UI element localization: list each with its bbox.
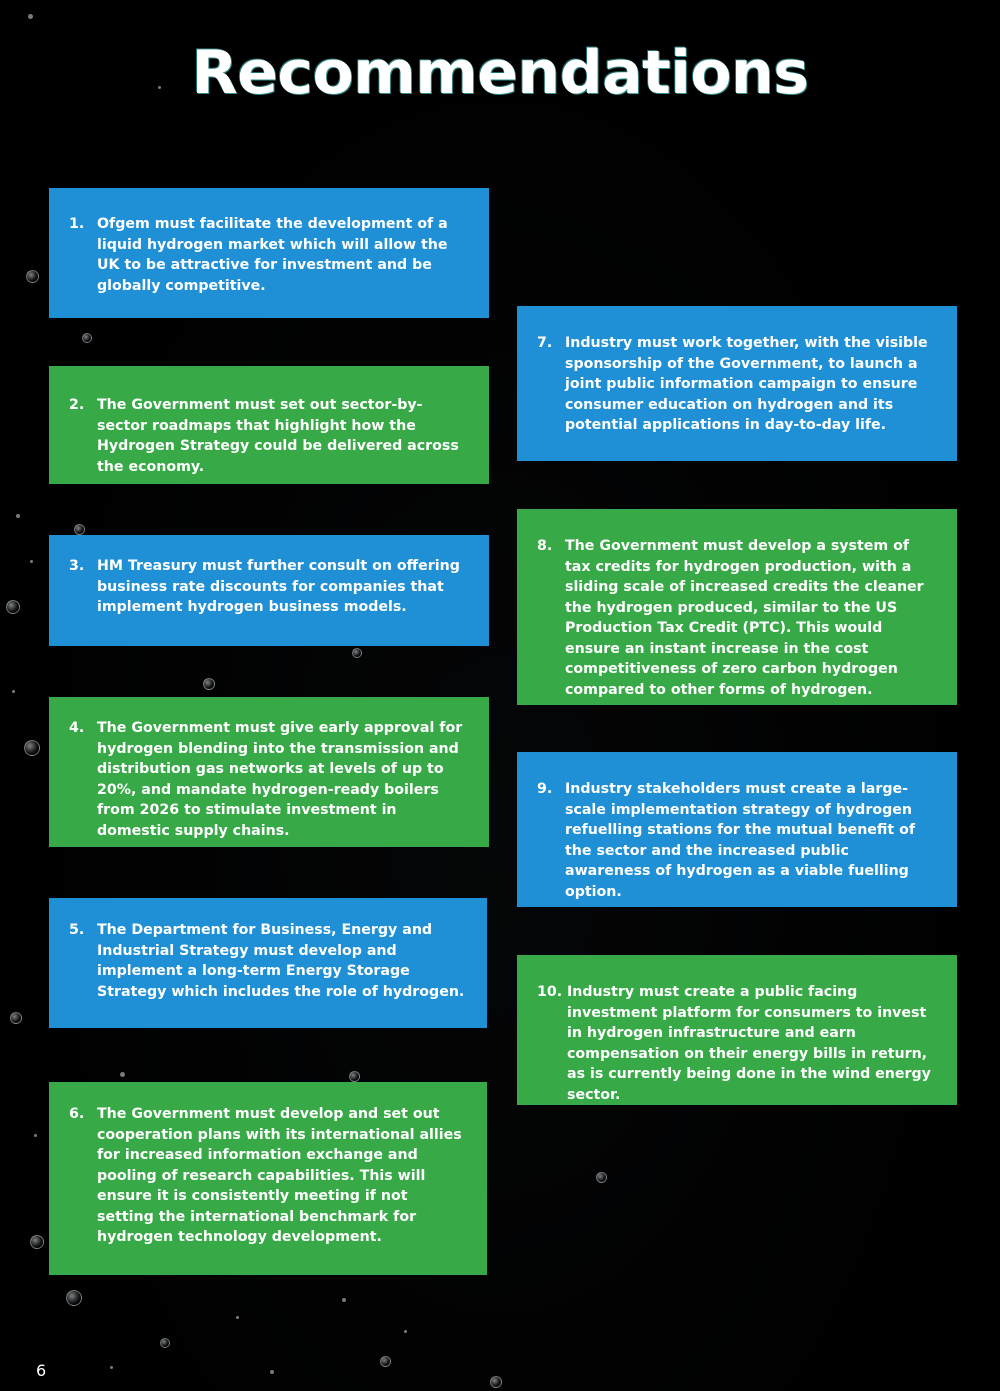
recommendation-1 [49, 188, 489, 318]
bubble-decoration [82, 333, 92, 343]
recommendation-2 [49, 366, 489, 484]
recommendation-number: 4. [69, 720, 85, 736]
bubble-decoration [10, 1012, 22, 1024]
bubble-decoration [490, 1376, 502, 1388]
dot-decoration [120, 1072, 125, 1077]
recommendation-number: 8. [537, 538, 553, 554]
recommendation-text: Industry must work together, with the visible sponsorship of the Government, to launch a joint public information campaign to ensure consumer education on hydrogen and its potential applications in day-to-day life. [565, 335, 928, 433]
dot-decoration [28, 14, 33, 19]
dot-decoration [342, 1298, 346, 1302]
recommendation-number: 6. [69, 1106, 85, 1122]
recommendation-text: The Government must develop a system of tax credits for hydrogen production, with a sliding scale of increased credits the cleaner the hydrogen produced, similar to the US Production Tax Credit (PTC). This would ensure an instant increase in the cost competitiveness of zero carbon hydrogen compared to other forms of hydrogen. [565, 538, 924, 698]
dot-decoration [16, 514, 20, 518]
recommendation-6 [49, 1082, 487, 1275]
recommendation-8 [517, 509, 957, 705]
dot-decoration [30, 560, 33, 563]
bubble-decoration [160, 1338, 170, 1348]
bubble-decoration [66, 1290, 82, 1306]
recommendation-text: Ofgem must facilitate the development of a liquid hydrogen market which will allow the UK to be attractive for investment and be globally competitive. [97, 216, 448, 294]
recommendation-number: 2. [69, 397, 85, 413]
bubble-decoration [30, 1235, 44, 1249]
bubble-decoration [74, 524, 85, 535]
dot-decoration [404, 1330, 407, 1333]
dot-decoration [236, 1316, 239, 1319]
recommendation-text: The Government must set out sector-by-sector roadmaps that highlight how the Hydrogen Strategy could be delivered across the economy. [97, 397, 459, 475]
bubble-decoration [24, 740, 40, 756]
recommendation-text: The Department for Business, Energy and Industrial Strategy must develop and implement a long-term Energy Storage Strategy which includes the role of hydrogen. [97, 922, 465, 1000]
recommendation-text: The Government must develop and set out cooperation plans with its international allies for increased information exchange and pooling of research capabilities. This will ensure it is consistently meeting if not setting the international benchmark for hydrogen technology development. [97, 1106, 462, 1245]
recommendation-9 [517, 752, 957, 907]
recommendation-text: The Government must give early approval for hydrogen blending into the transmission and distribution gas networks at levels of up to 20%, and mandate hydrogen-ready boilers from 2026 to stimulate investment in domestic supply chains. [97, 720, 463, 839]
recommendation-number: 1. [69, 216, 85, 232]
dot-decoration [12, 690, 15, 693]
page-title: Recommendations [191, 38, 809, 108]
dot-decoration [110, 1366, 113, 1369]
dot-decoration [34, 1134, 37, 1137]
recommendation-text: HM Treasury must further consult on offering business rate discounts for companies that implement hydrogen business models. [97, 558, 460, 615]
dot-decoration [270, 1370, 274, 1374]
recommendation-7 [517, 306, 957, 461]
bubble-decoration [380, 1356, 391, 1367]
recommendation-number: 7. [537, 335, 553, 351]
recommendation-4 [49, 697, 489, 847]
recommendation-text: Industry must create a public facing investment platform for consumers to invest in hydrogen infrastructure and earn compensation on their energy bills in return, as is currently being done in the wind energy sector. [567, 984, 931, 1103]
bubble-decoration [352, 648, 362, 658]
bubble-decoration [203, 678, 215, 690]
bubble-decoration [349, 1071, 360, 1082]
page-number: 6 [36, 1361, 47, 1380]
bubble-decoration [6, 600, 20, 614]
recommendation-5 [49, 898, 487, 1028]
bubble-decoration [26, 270, 39, 283]
recommendation-text: Industry stakeholders must create a large-scale implementation strategy of hydrogen refuelling stations for the mutual benefit of the sector and the increased public awareness of hydrogen as a viable fuelling option. [565, 781, 916, 900]
recommendation-number: 5. [69, 922, 85, 938]
recommendation-number: 9. [537, 781, 553, 797]
bubble-decoration [596, 1172, 607, 1183]
recommendation-3 [49, 535, 489, 646]
recommendation-number: 10. [537, 984, 563, 1000]
recommendation-10 [517, 955, 957, 1105]
recommendation-number: 3. [69, 558, 85, 574]
